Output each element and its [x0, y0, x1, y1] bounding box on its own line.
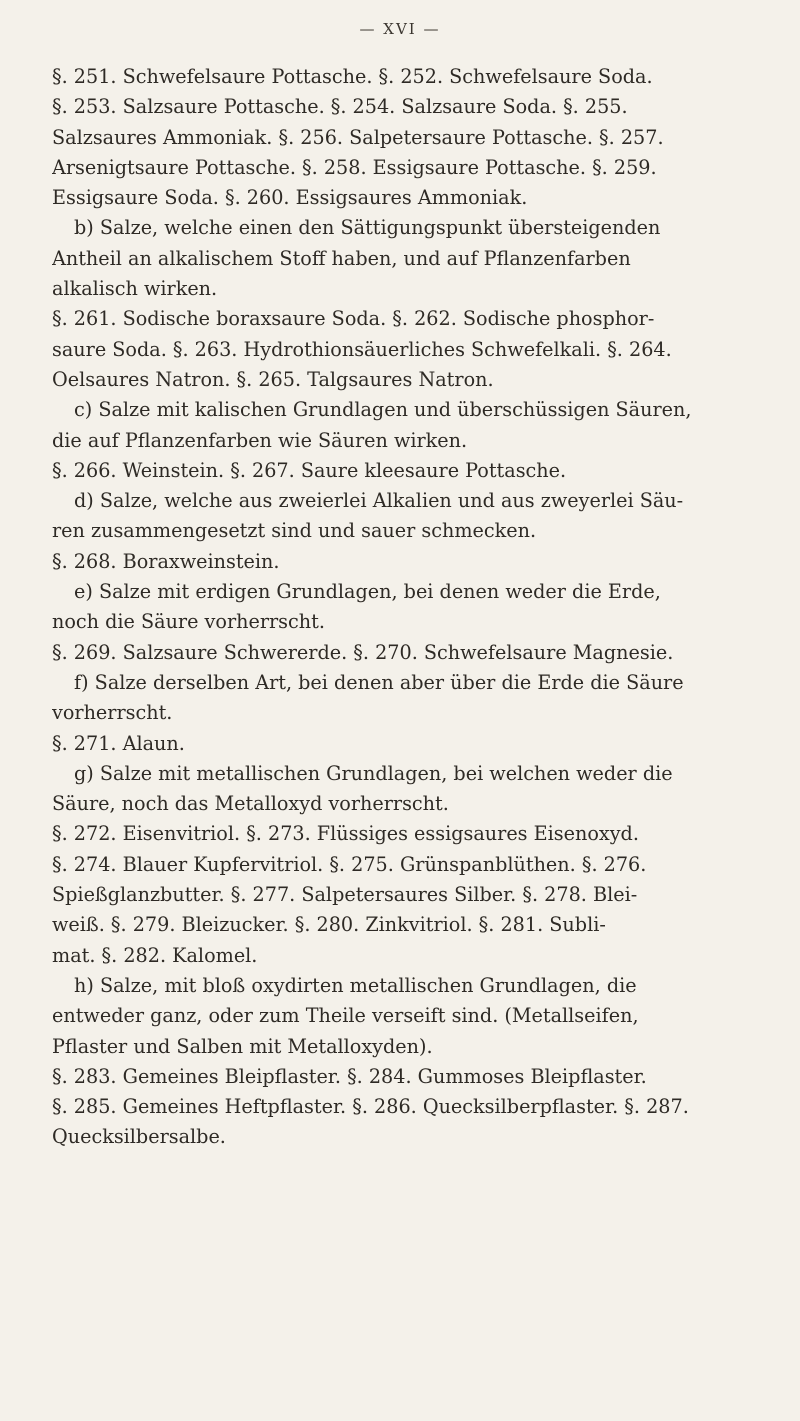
text-line: Essigsaure Soda. §. 260. Essigsaures Ammoniak.: [52, 186, 528, 210]
text-body: [52, 62, 760, 1153]
text-line: Spießglanzbutter. §. 277. Salpetersaures Silber. §. 278. Blei-: [52, 883, 638, 907]
text-line: Pflaster und Salben mit Metalloxyden).: [52, 1034, 433, 1058]
text-line: §. 253. Salzsaure Pottasche. §. 254. Salzsaure Soda. §. 255.: [52, 95, 628, 119]
text-line: Quecksilbersalbe.: [52, 1125, 226, 1149]
text-line: alkalisch wirken.: [52, 277, 218, 301]
text-line: saure Soda. §. 263. Hydrothionsäuerliches Schwefelkali. §. 264.: [52, 337, 672, 361]
text-line: die auf Pflanzenfarben wie Säuren wirken.: [52, 428, 468, 452]
section-heading-b: b) Salze, welche einen den Sättigungspunkt übersteigenden: [74, 216, 661, 240]
running-head-page-number: — XVI —: [359, 20, 441, 38]
section-heading-f: f) Salze derselben Art, bei denen aber über die Erde die Säure: [74, 670, 684, 694]
text-line: §. 266. Weinstein. §. 267. Saure kleesaure Pottasche.: [52, 458, 567, 482]
section-heading-e: e) Salze mit erdigen Grundlagen, bei denen weder die Erde,: [74, 580, 661, 604]
text-line: ren zusammengesetzt sind und sauer schmecken.: [52, 519, 537, 543]
text-line: entweder ganz, oder zum Theile verseift sind. (Metallseifen,: [52, 1004, 639, 1028]
section-heading-g: g) Salze mit metallischen Grundlagen, bei welchen weder die: [74, 761, 673, 785]
text-line: §. 283. Gemeines Bleipflaster. §. 284. Gummoses Bleipflaster.: [52, 1064, 647, 1088]
text-line: §. 274. Blauer Kupfervitriol. §. 275. Grünspanblüthen. §. 276.: [52, 852, 647, 876]
text-line: §. 261. Sodische boraxsaure Soda. §. 262. Sodische phosphor-: [52, 307, 655, 331]
text-line: weiß. §. 279. Bleizucker. §. 280. Zinkvitriol. §. 281. Subli-: [52, 913, 606, 937]
text-line: noch die Säure vorherrscht.: [52, 610, 325, 634]
section-heading-h: h) Salze, mit bloß oxydirten metallischen Grundlagen, die: [74, 973, 637, 997]
text-line: mat. §. 282. Kalomel.: [52, 943, 258, 967]
text-line: vorherrscht.: [52, 701, 173, 725]
text-line: Antheil an alkalischem Stoff haben, und auf Pflanzenfarben: [52, 246, 631, 270]
text-line: Salzsaures Ammoniak. §. 256. Salpetersaure Pottasche. §. 257.: [52, 125, 664, 149]
section-heading-d: d) Salze, welche aus zweierlei Alkalien und aus zweyerlei Säu-: [74, 489, 684, 513]
text-line: §. 269. Salzsaure Schwererde. §. 270. Schwefelsaure Magnesie.: [52, 640, 674, 664]
text-line: Oelsaures Natron. §. 265. Talgsaures Natron.: [52, 367, 494, 391]
text-line: §. 268. Boraxweinstein.: [52, 549, 280, 573]
text-line: §. 272. Eisenvitriol. §. 273. Flüssiges essigsaures Eisenoxyd.: [52, 822, 639, 846]
text-line: Arsenigtsaure Pottasche. §. 258. Essigsaure Pottasche. §. 259.: [52, 155, 657, 179]
text-line: §. 251. Schwefelsaure Pottasche. §. 252. Schwefelsaure Soda.: [52, 65, 653, 88]
text-line: Säure, noch das Metalloxyd vorherrscht.: [52, 792, 449, 816]
text-line: §. 271. Alaun.: [52, 731, 185, 755]
section-heading-c: c) Salze mit kalischen Grundlagen und überschüssigen Säuren,: [74, 398, 692, 422]
text-line: §. 285. Gemeines Heftpflaster. §. 286. Quecksilberpflaster. §. 287.: [52, 1095, 689, 1119]
